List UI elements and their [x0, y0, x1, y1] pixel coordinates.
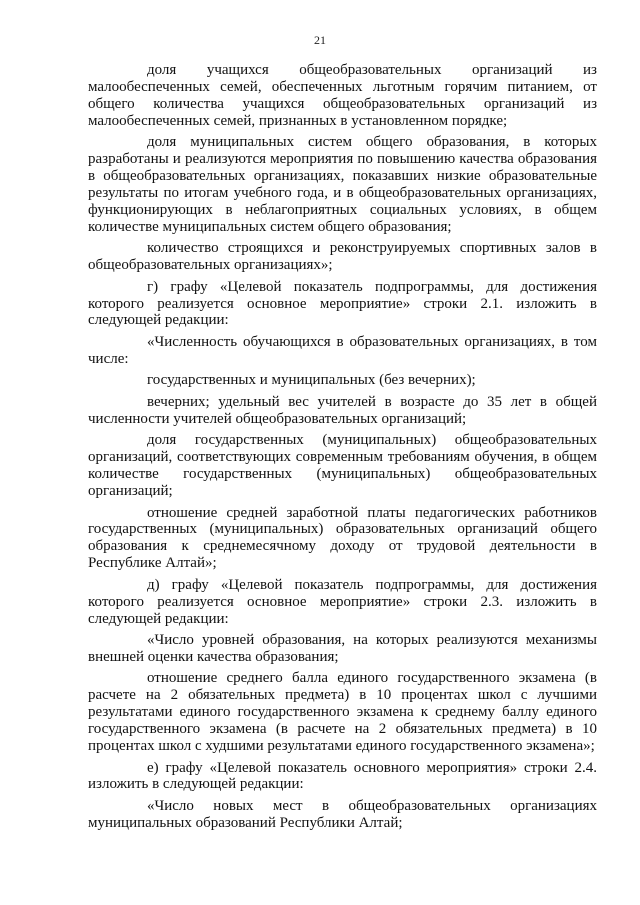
- paragraph: отношение среднего балла единого государственного экзамена (в расчете на 2 обязательных предмета) в 10 процентах школ с лучшими результатами единого государственного экзамена к среднему баллу единого государственного экзамена (в расчете на 2 обязательных предмета) в 10 процентах школ с худшими результатами единого государственного экзамена»;: [88, 670, 597, 755]
- paragraph: доля учащихся общеобразовательных организаций из малообеспеченных семей, обеспеченных льготным горячим питанием, от общего количества учащихся общеобразовательных организаций из малообеспеченных семей, признанных в установленном порядке;: [88, 62, 597, 129]
- document-body: [88, 62, 597, 836]
- paragraph: «Число новых мест в общеобразовательных организациях муниципальных образований Республики Алтай;: [88, 797, 597, 831]
- paragraph: г) графу «Целевой показатель подпрограммы, для достижения которого реализуется основное мероприятие» строки 2.1. изложить в следующей редакции:: [88, 278, 597, 329]
- paragraph: доля государственных (муниципальных) общеобразовательных организаций, соответствующих современным требованиям обучения, в общем количестве государственных (муниципальных) общеобразовательных организаций;: [88, 432, 597, 499]
- paragraph: д) графу «Целевой показатель подпрограммы, для достижения которого реализуется основное мероприятие» строки 2.3. изложить в следующей редакции:: [88, 576, 597, 627]
- page-number: 21: [314, 33, 326, 47]
- paragraph: количество строящихся и реконструируемых спортивных залов в общеобразовательных организациях»;: [88, 240, 597, 274]
- paragraph: «Численность обучающихся в образовательных организациях, в том числе:: [88, 333, 597, 367]
- paragraph: государственных и муниципальных (без вечерних);: [147, 372, 476, 389]
- paragraph: е) графу «Целевой показатель основного мероприятия» строки 2.4. изложить в следующей редакции:: [88, 759, 597, 793]
- paragraph: отношение средней заработной платы педагогических работников государственных (муниципальных) образовательных организаций общего образования к среднемесячному доходу от трудовой деятельности в Республике Алтай»;: [88, 504, 597, 572]
- paragraph: доля муниципальных систем общего образования, в которых разработаны и реализуются мероприятия по повышению качества образования в общеобразовательных организациях, показавших низкие образовательные результаты по итогам учебного года, и в общеобразовательных организациях, функционирующих в неблагоприятных социальных условиях, в общем количестве муниципальных систем общего образования;: [88, 134, 597, 235]
- paragraph: вечерних; удельный вес учителей в возрасте до 35 лет в общей численности учителей общеобразовательных организаций;: [88, 393, 597, 427]
- paragraph: «Число уровней образования, на которых реализуются механизмы внешней оценки качества образования;: [88, 632, 597, 665]
